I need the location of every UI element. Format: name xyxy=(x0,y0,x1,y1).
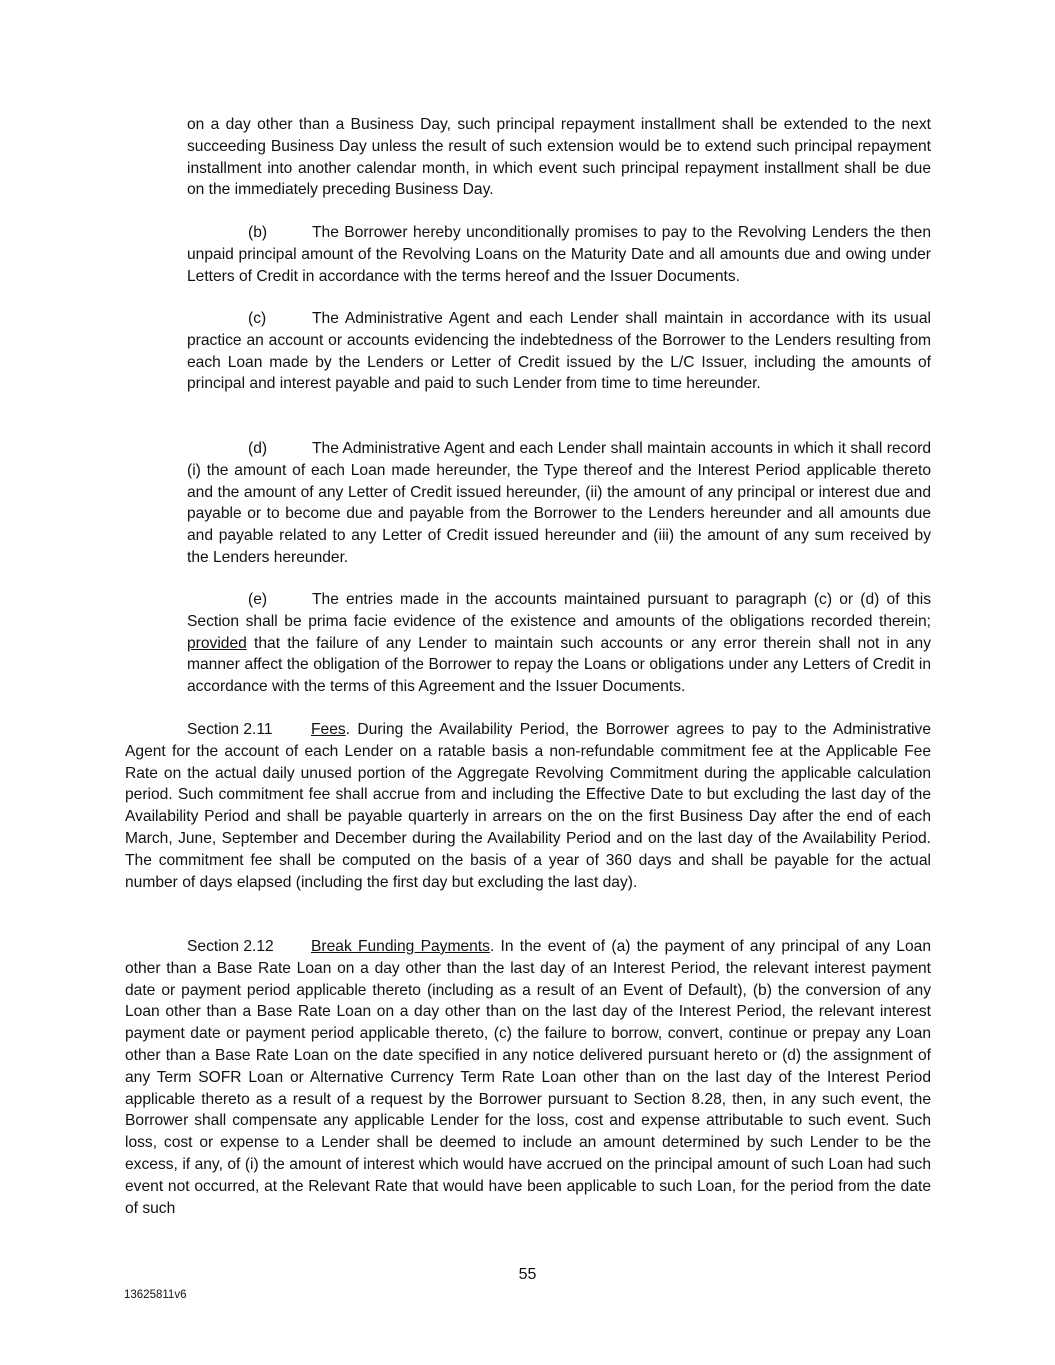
section-heading: Break Funding Payments xyxy=(311,938,490,955)
section-heading: Fees xyxy=(311,721,346,738)
section-number: Section 2.11 xyxy=(187,721,273,738)
paragraph-c xyxy=(187,308,931,395)
paragraph-text: that the failure of any Lender to maintain such accounts or any error therein shall not in any manner affect the obligation of the Borrower to repay the Loans or obligations under any Letters of Credit in accordance with the terms of this Agreement and the Issuer Documents. xyxy=(187,634,931,696)
paragraph-label: (d) xyxy=(248,440,268,457)
paragraph-text: The Borrower hereby unconditionally promises to pay to the Revolving Lenders the then unpaid principal amount of the Revolving Loans on the Maturity Date and all amounts due and owing under Letters of Credit in accordance with the terms hereof and the Issuer Documents. xyxy=(187,224,931,285)
paragraph-label: (e) xyxy=(248,591,268,608)
paragraph-text: The Administrative Agent and each Lender shall maintain accounts in which it shall record (i) the amount of each Loan made hereunder, the Type thereof and the Interest Period applicable thereto and the amount of any Letter of Credit issued hereunder, (ii) the amount of any principal or interest due and payable or to become due and payable from the Borrower to the Lenders hereunder and all amounts due and payable related to any Letter of Credit issued hereunder and (iii) the amount of any sum received by the Lenders hereunder. xyxy=(187,440,931,566)
paragraph-label: (b) xyxy=(248,224,268,241)
paragraph-text: The entries made in the accounts maintained pursuant to paragraph (c) or (d) of this Section shall be prima facie evidence of the existence and amounts of the obligations recorded therein; xyxy=(187,591,931,630)
paragraph-continuation xyxy=(187,114,931,201)
paragraph-text: The Administrative Agent and each Lender shall maintain in accordance with its usual practice an account or accounts evidencing the indebtedness of the Borrower to the Lenders resulting from each Loan made by the Lenders or Letter of Credit issued by the L/C Issuer, including the amounts of principal and interest payable and paid to such Lender from time to time hereunder. xyxy=(187,310,931,393)
paragraph-e xyxy=(187,589,931,698)
paragraph-d xyxy=(187,438,931,569)
section-2-11 xyxy=(125,719,931,893)
paragraph-b xyxy=(187,222,931,287)
section-number: Section 2.12 xyxy=(187,938,274,955)
section-text: . During the Availability Period, the Borrower agrees to pay to the Administrative Agent for the account of each Lender on a ratable basis a non-refundable commitment fee at the Applicable Fee Rate on the actual daily unused portion of the Aggregate Revolving Commitment during the applicable calculation period. Such commitment fee shall accrue from and including the Effective Date to but excluding the last day of the Availability Period and shall be payable quarterly in arrears on the on the first Business Day after the end of each March, June, September and December during the Availability Period and on the last day of the Availability Period. The commitment fee shall be computed on the basis of a year of 360 days and shall be payable for the actual number of days elapsed (including the first day but excluding the last day). xyxy=(125,721,931,891)
page-number: 55 xyxy=(518,1266,537,1283)
paragraph-text: on a day other than a Business Day, such principal repayment installment shall be extended to the next succeeding Business Day unless the result of such extension would be to extend such principal repayment installment into another calendar month, in which event such principal repayment installment shall be due on the immediately preceding Business Day. xyxy=(187,116,931,199)
section-2-12 xyxy=(125,936,931,1219)
section-text: . In the event of (a) the payment of any principal of any Loan other than a Base Rate Loan on a day other than the last day of an Interest Period, the relevant interest payment date or payment period applicable thereto (including as a result of an Event of Default), (b) the conversion of any Loan other than a Base Rate Loan on a day other than on the last day of the Interest Period, the relevant interest payment date or payment period applicable thereto, (c) the failure to borrow, convert, continue or prepay any Loan other than a Base Rate Loan on the date specified in any notice delivered pursuant hereto or (d) the assignment of any Term SOFR Loan or Alternative Currency Term Rate Loan other than on the last day of the Interest Period applicable thereto as a result of a request by the Borrower pursuant to Section 8.28, then, in any such event, the Borrower shall compensate any applicable Lender for the loss, cost and expense attributable to such event. Such loss, cost or expense to a Lender shall be deemed to include an amount determined by such Lender to be the excess, if any, of (i) the amount of interest which would have accrued on the principal amount of such Loan had such event not occurred, at the Relevant Rate that would have been applicable to such Loan, for the period from the date of such xyxy=(125,938,931,1217)
document-id: 13625811v6 xyxy=(124,1289,187,1301)
paragraph-label: (c) xyxy=(248,310,267,327)
provided-term: provided xyxy=(187,634,247,652)
